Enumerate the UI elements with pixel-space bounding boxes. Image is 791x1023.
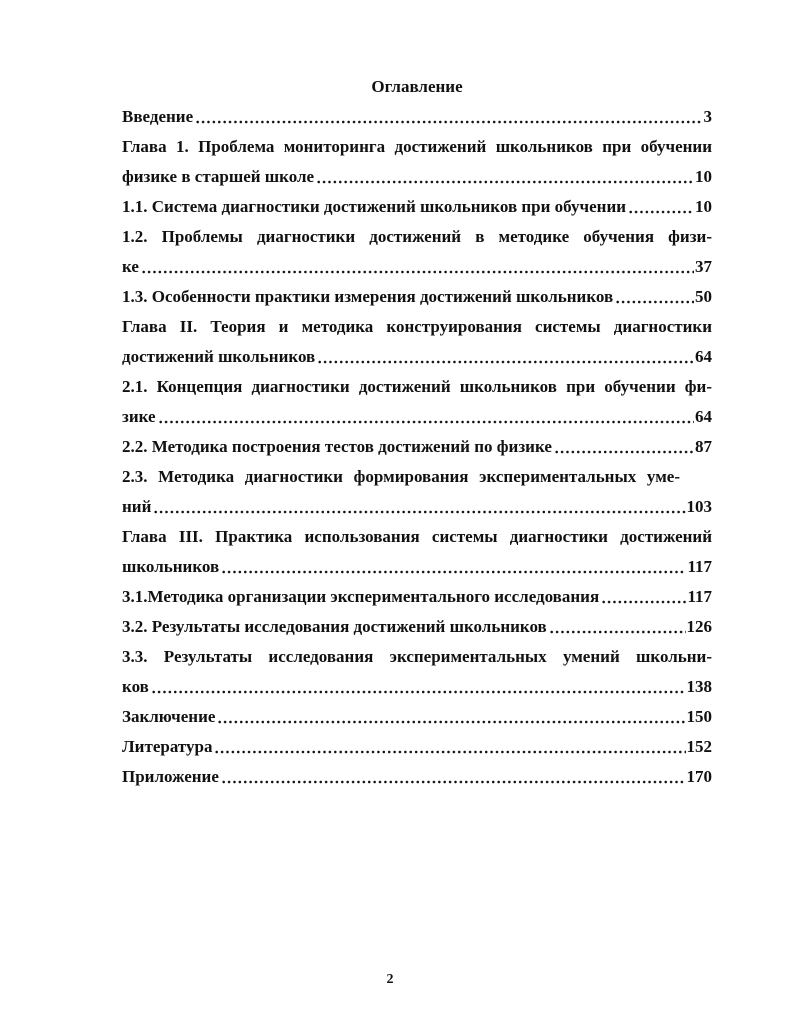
toc-entry: [122, 492, 712, 522]
toc-entry-label: Заключение: [122, 707, 216, 726]
toc-entry-label: зике: [122, 407, 156, 426]
toc-entry-label: 3.2. Результаты исследования достижений школьников: [122, 617, 547, 636]
toc-page-number: 126: [686, 617, 712, 636]
toc-entry: [122, 552, 712, 582]
toc-dot-leader: [221, 552, 686, 582]
toc-page-number: 103: [686, 497, 712, 516]
toc-entry-line: Глава 1. Проблема мониторинга достижений школьников при обучении: [122, 137, 712, 156]
toc-entry-line: 2.1. Концепция диагностики достижений школьников при обучении фи-: [122, 377, 712, 396]
toc-page-number: 64: [695, 407, 712, 426]
toc-page-number: 117: [687, 587, 712, 606]
toc-dot-leader: [628, 192, 694, 222]
toc-page-number: 50: [695, 287, 712, 306]
toc-dot-leader: [141, 252, 694, 282]
toc-dot-leader: [316, 162, 694, 192]
toc-page-number: 150: [686, 707, 712, 726]
toc-page-number: 117: [687, 557, 712, 576]
toc-entry: [122, 702, 712, 732]
toc-dot-leader: [217, 702, 685, 732]
toc-dot-leader: [158, 402, 694, 432]
toc-entry: [122, 282, 712, 312]
toc-page-number: 170: [686, 767, 712, 786]
toc-entry-label: 1.3. Особенности практики измерения достижений школьников: [122, 287, 614, 306]
toc-entry-label: достижений школьников: [122, 347, 316, 366]
toc-entry: [122, 342, 712, 372]
toc-dot-leader: [214, 732, 685, 762]
toc-page-number: 138: [686, 677, 712, 696]
toc-entry: [122, 102, 712, 132]
toc-entry-line: 2.3. Методика диагностики формирования экспериментальных уме-: [122, 467, 680, 486]
toc-entry: [122, 192, 712, 222]
toc-entry-label: 2.2. Методика построения тестов достижений по физике: [122, 437, 552, 456]
toc-page-number: 152: [686, 737, 712, 756]
toc-entry-line: 3.3. Результаты исследования экспериментальных умений школьни-: [122, 647, 712, 666]
toc-entry: [122, 252, 712, 282]
toc-entry-line: 1.2. Проблемы диагностики достижений в методике обучения физи-: [122, 227, 712, 246]
toc-page-number: 10: [695, 167, 712, 186]
toc-entry-label: Литература: [122, 737, 213, 756]
toc-entry-label: 1.1. Система диагностики достижений школьников при обучении: [122, 197, 627, 216]
toc-page-number: 64: [695, 347, 712, 366]
toc-entry: [122, 432, 712, 462]
toc-entry-label: Введение: [122, 107, 194, 126]
toc-entry-label: физике в старшей школе: [122, 167, 315, 186]
toc-dot-leader: [549, 612, 686, 642]
toc-entry-label: 3.1.Методика организации экспериментального исследования: [122, 587, 600, 606]
toc-entry: [122, 402, 712, 432]
toc-dot-leader: [601, 582, 686, 612]
toc-entry-label: ков: [122, 677, 149, 696]
toc-entry: [122, 762, 712, 792]
toc-entry: [122, 612, 712, 642]
toc-dot-leader: [615, 282, 694, 312]
toc-dot-leader: [317, 342, 694, 372]
toc-page-number: 37: [695, 257, 712, 276]
toc-entry-line: Глава II. Теория и методика конструирования системы диагностики: [122, 317, 712, 336]
toc-dot-leader: [151, 672, 686, 702]
toc-entry-label: школьников: [122, 557, 220, 576]
toc-entry-label: Приложение: [122, 767, 219, 786]
toc-entry: [122, 162, 712, 192]
table-of-contents: [122, 72, 712, 792]
page-number: 2: [386, 972, 394, 987]
toc-entry: [122, 672, 712, 702]
toc-entry-label: ний: [122, 497, 152, 516]
toc-page-number: 87: [695, 437, 712, 456]
toc-title: Оглавление: [371, 77, 463, 96]
toc-entry: [122, 582, 712, 612]
toc-entry-line: Глава III. Практика использования системы диагностики достижений: [122, 527, 712, 546]
toc-page-number: 3: [703, 107, 712, 126]
toc-dot-leader: [153, 492, 685, 522]
toc-entry: [122, 732, 712, 762]
toc-dot-leader: [554, 432, 694, 462]
toc-dot-leader: [195, 102, 702, 132]
toc-entry-label: ке: [122, 257, 139, 276]
toc-page-number: 10: [695, 197, 712, 216]
toc-dot-leader: [221, 762, 686, 792]
